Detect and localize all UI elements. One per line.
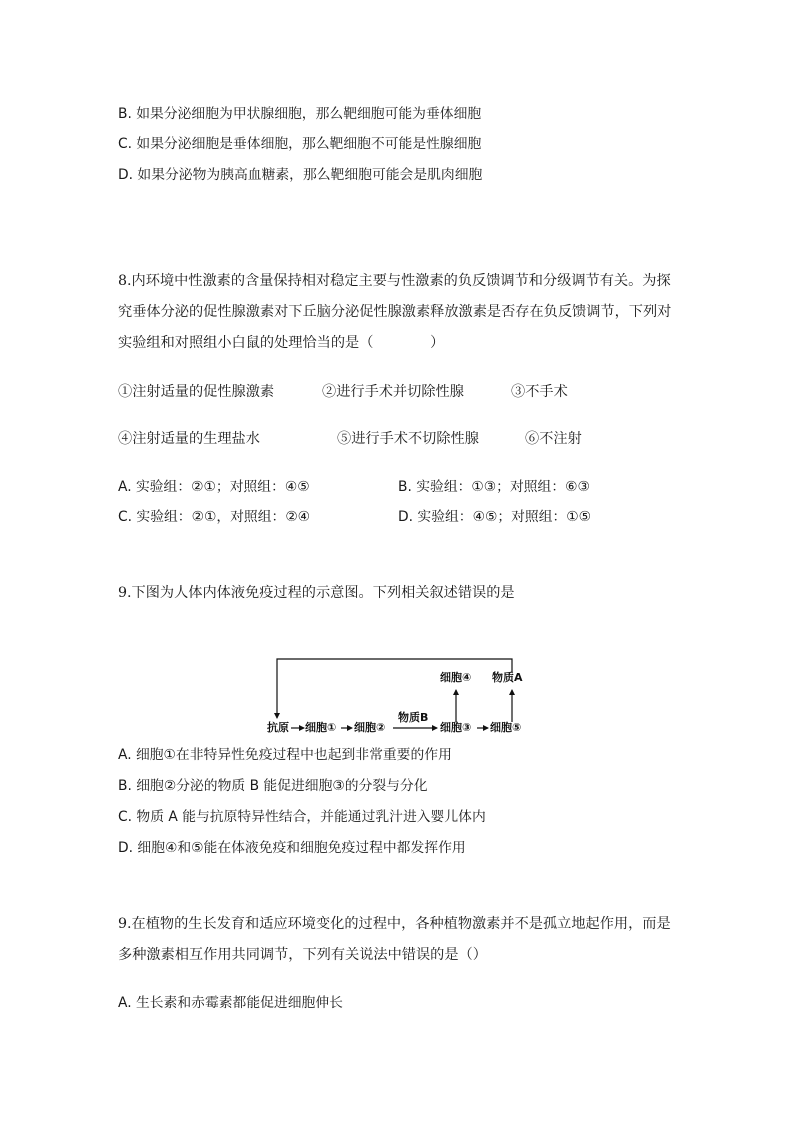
q8-treatment-6: ⑥不注射 xyxy=(525,431,582,447)
q7-option-b: B. 如果分泌细胞为甲状腺细胞，那么靶细胞可能为垂体细胞 xyxy=(118,106,482,122)
humoral-immunity-diagram xyxy=(262,652,542,736)
label-cell-4: 细胞④ xyxy=(440,671,472,684)
label-substance-b: 物质B xyxy=(398,711,429,724)
feedback-loop-arrow xyxy=(277,659,512,718)
q9a-option-a: A. 细胞①在非特异性免疫过程中也起到非常重要的作用 xyxy=(118,747,452,763)
label-substance-a: 物质A xyxy=(492,671,523,684)
q9b-stem-line-1: 9.在植物的生长发育和适应环境变化的过程中，各种植物激素并不是孤立地起作用，而是 xyxy=(118,916,671,932)
q9a-stem: 9.下图为人体内体液免疫过程的示意图。下列相关叙述错误的是 xyxy=(118,585,515,601)
q9b-option-a: A. 生长素和赤霉素都能促进细胞伸长 xyxy=(118,995,343,1011)
label-cell-3: 细胞③ xyxy=(440,721,472,734)
q8-treatment-5: ⑤进行手术不切除性腺 xyxy=(337,431,479,447)
q8-option-b: B. 实验组：①③；对照组：⑥③ xyxy=(398,479,590,495)
q8-treatment-3: ③不手术 xyxy=(511,384,568,400)
label-antigen: 抗原 xyxy=(267,721,289,734)
q9b-stem-line-2: 多种激素相互作用共同调节，下列有关说法中错误的是（） xyxy=(118,947,487,963)
q8-stem-line-2: 究垂体分泌的促性腺激素对下丘脑分泌促性腺激素释放激素是否存在负反馈调节，下列对 xyxy=(118,304,672,320)
q7-option-c: C. 如果分泌细胞是垂体细胞，那么靶细胞不可能是性腺细胞 xyxy=(118,136,482,152)
q8-option-c: C. 实验组：②①，对照组：②④ xyxy=(118,509,311,525)
q8-treatment-2: ②进行手术并切除性腺 xyxy=(322,384,464,400)
q8-option-a: A. 实验组：②①；对照组：④⑤ xyxy=(118,479,310,495)
q8-stem-line-1: 8.内环境中性激素的含量保持相对稳定主要与性激素的负反馈调节和分级调节有关。为探 xyxy=(118,273,671,289)
q8-treatment-4: ④注射适量的生理盐水 xyxy=(118,431,260,447)
label-cell-5: 细胞⑤ xyxy=(490,721,522,734)
label-cell-2: 细胞② xyxy=(354,721,386,734)
q8-option-d: D. 实验组：④⑤；对照组：①⑤ xyxy=(398,509,592,525)
q9a-option-d: D. 细胞④和⑤能在体液免疫和细胞免疫过程中都发挥作用 xyxy=(118,840,466,856)
q8-treatment-1: ①注射适量的促性腺激素 xyxy=(118,384,275,400)
q8-stem-line-3: 实验组和对照组小白鼠的处理恰当的是（ ） xyxy=(118,335,445,351)
q9a-option-b: B. 细胞②分泌的物质 B 能促进细胞③的分裂与分化 xyxy=(118,778,428,794)
label-cell-1: 细胞① xyxy=(305,721,337,734)
q9a-option-c: C. 物质 A 能与抗原特异性结合，并能通过乳汁进入婴儿体内 xyxy=(118,809,486,825)
q7-option-d: D. 如果分泌物为胰高血糖素，那么靶细胞可能会是肌肉细胞 xyxy=(118,167,483,183)
